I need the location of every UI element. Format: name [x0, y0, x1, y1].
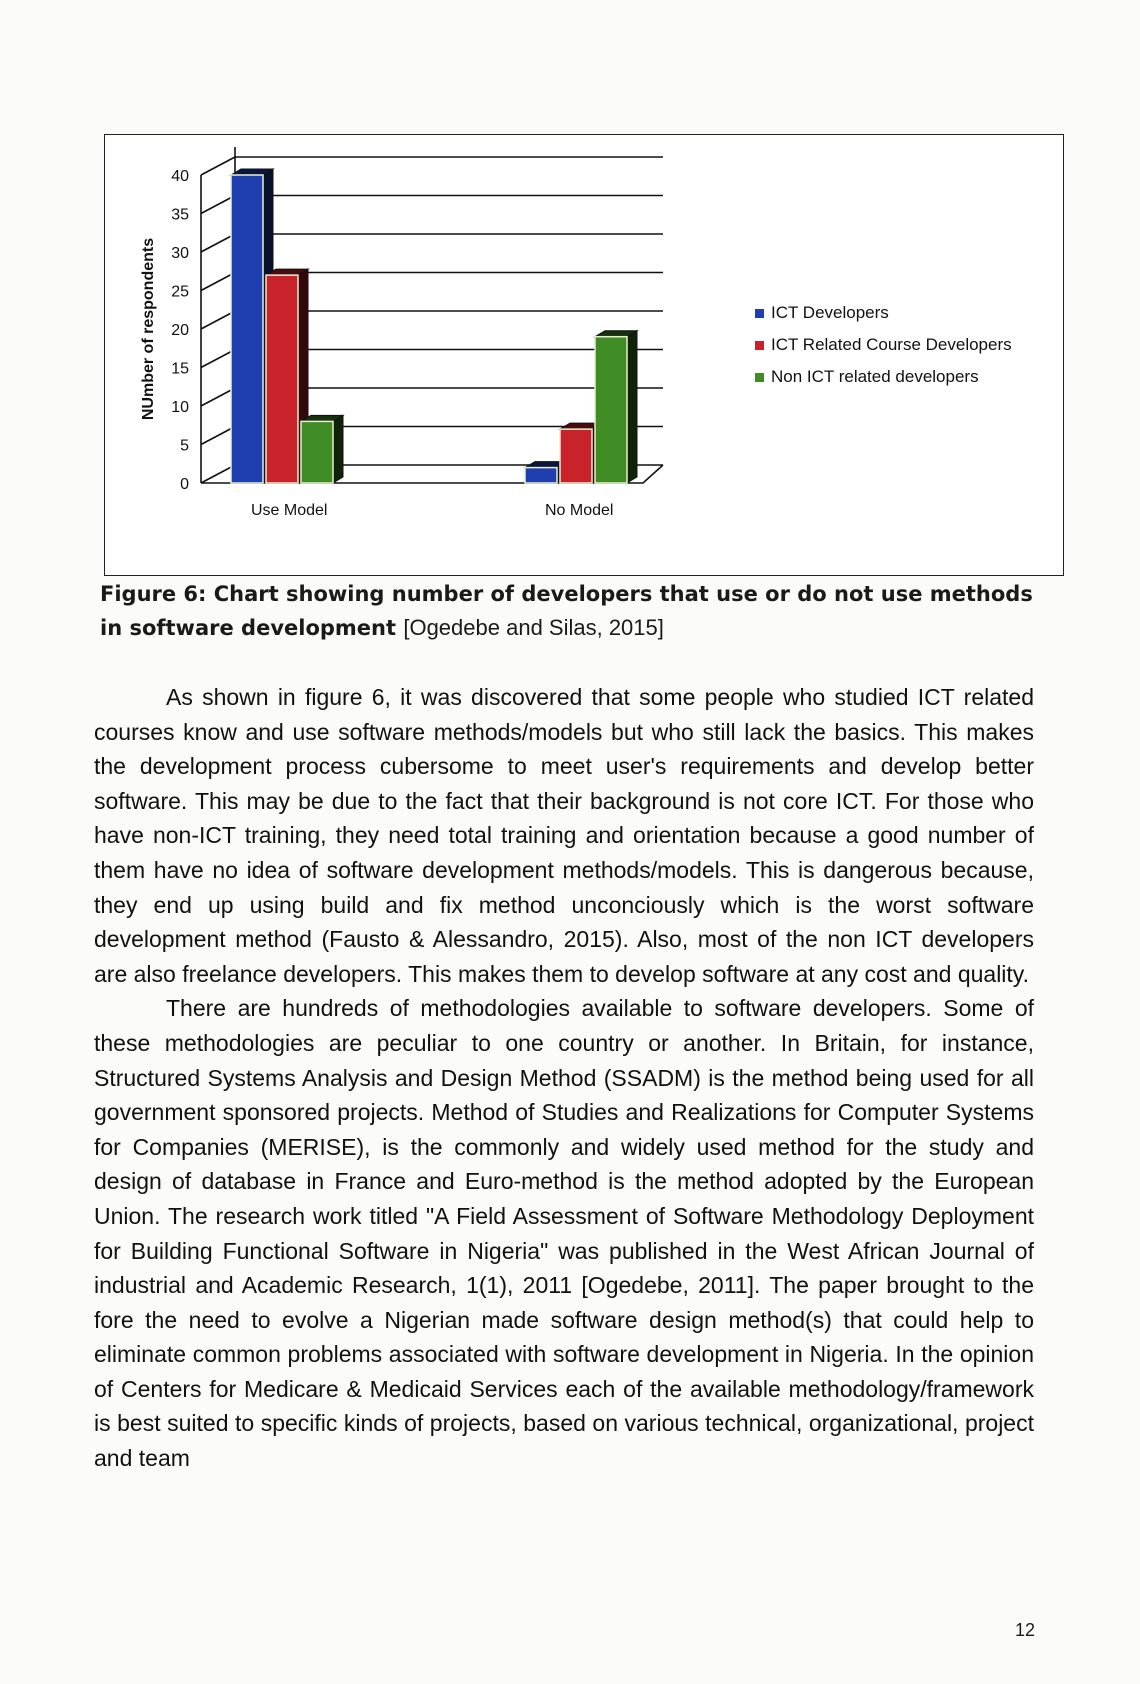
gridline-side [201, 427, 235, 445]
y-tick-label: 20 [171, 322, 189, 339]
gridline-side [201, 196, 235, 214]
x-tick-label: No Model [545, 502, 614, 519]
bar-front [595, 337, 627, 483]
chart-legend [755, 303, 1012, 399]
legend-item [755, 367, 1012, 387]
bar-front [560, 429, 592, 483]
page-number: 12 [1015, 1620, 1036, 1640]
y-tick-label: 5 [180, 437, 189, 455]
y-tick-label: 15 [171, 360, 189, 378]
legend-swatch [755, 373, 764, 382]
x-tick-label: Use Model [251, 502, 328, 519]
y-axis-title: NUmber of respondents [140, 237, 157, 421]
y-tick-label: 30 [171, 245, 189, 262]
y-tick-label: 0 [180, 476, 189, 493]
legend-item [755, 335, 1012, 355]
bar-front [301, 421, 333, 483]
bar-front [266, 275, 298, 483]
bar [301, 415, 343, 483]
legend-swatch [755, 341, 764, 350]
legend-label: ICT Developers [771, 303, 889, 322]
gridline-side [201, 311, 235, 329]
caption-citation: [Ogedebe and Silas, 2015] [403, 615, 664, 640]
legend-label: ICT Related Course Developers [771, 335, 1012, 354]
y-tick-label: 35 [171, 206, 189, 224]
bar-front [525, 468, 557, 483]
bar-side [627, 331, 637, 483]
bar-side [333, 415, 343, 483]
paragraph: There are hundreds of methodologies available to software developers. Some of these methodologies are peculiar to one country or another. In Britain, for instance, Structured Systems Analysis and Design Method (SSADM) is the method being used for all government sponsored projects. Method of Studies and Realizations for Computer Systems for Companies (MERISE), is the commonly and widely used method for the study and design of database in France and Euro-method is the method adopted by the European Union. The research work titled "A Field Assessment of Software Methodology Deployment for Building Functional Software in Nigeria" was published in the West African Journal of industrial and Academic Research, 1(1), 2011 [Ogedebe, 2011]. The paper brought to the fore the need to evolve a Nigerian made software design method(s) that could help to eliminate common problems associated with software development in Nigeria. In the opinion of Centers for Medicare & Medicaid Services each of the available methodology/framework is best suited to specific kinds of projects, based on various technical, organizational, project and team [94, 995, 1034, 1472]
legend-swatch [755, 309, 764, 318]
y-tick-label: 10 [171, 399, 189, 416]
y-tick-label: 40 [171, 168, 189, 185]
gridline-side [201, 273, 235, 291]
body-text [94, 680, 1034, 1476]
y-tick-label: 25 [171, 283, 189, 301]
bar-front [231, 175, 263, 483]
legend-label: Non ICT related developers [771, 367, 979, 386]
gridline-side [201, 350, 235, 368]
bar [595, 331, 637, 483]
chart-figure [104, 134, 1064, 576]
gridline-side [201, 388, 235, 406]
caption-label: Figure 6: Chart showing number of developers that use or do not use methods in software development [100, 582, 1033, 640]
figure-caption [100, 578, 1040, 645]
legend-item [755, 303, 1012, 323]
gridline-side [201, 157, 235, 175]
paragraph: As shown in figure 6, it was discovered that some people who studied ICT related courses know and use software methods/models but who still lack the basics. This makes the development process cubersome to meet user's requirements and develop better software. This may be due to the fact that their background is not core ICT. For those who have non-ICT training, they need total training and orientation because a good number of them have no idea of software development methods/models. This is dangerous because, they end up using build and fix method unconciously which is the worst software development method (Fausto & Alessandro, 2015). Also, most of the non ICT developers are also freelance developers. This makes them to develop software at any cost and quality. [94, 684, 1034, 987]
gridline-side [201, 465, 235, 483]
gridline-side [201, 234, 235, 252]
